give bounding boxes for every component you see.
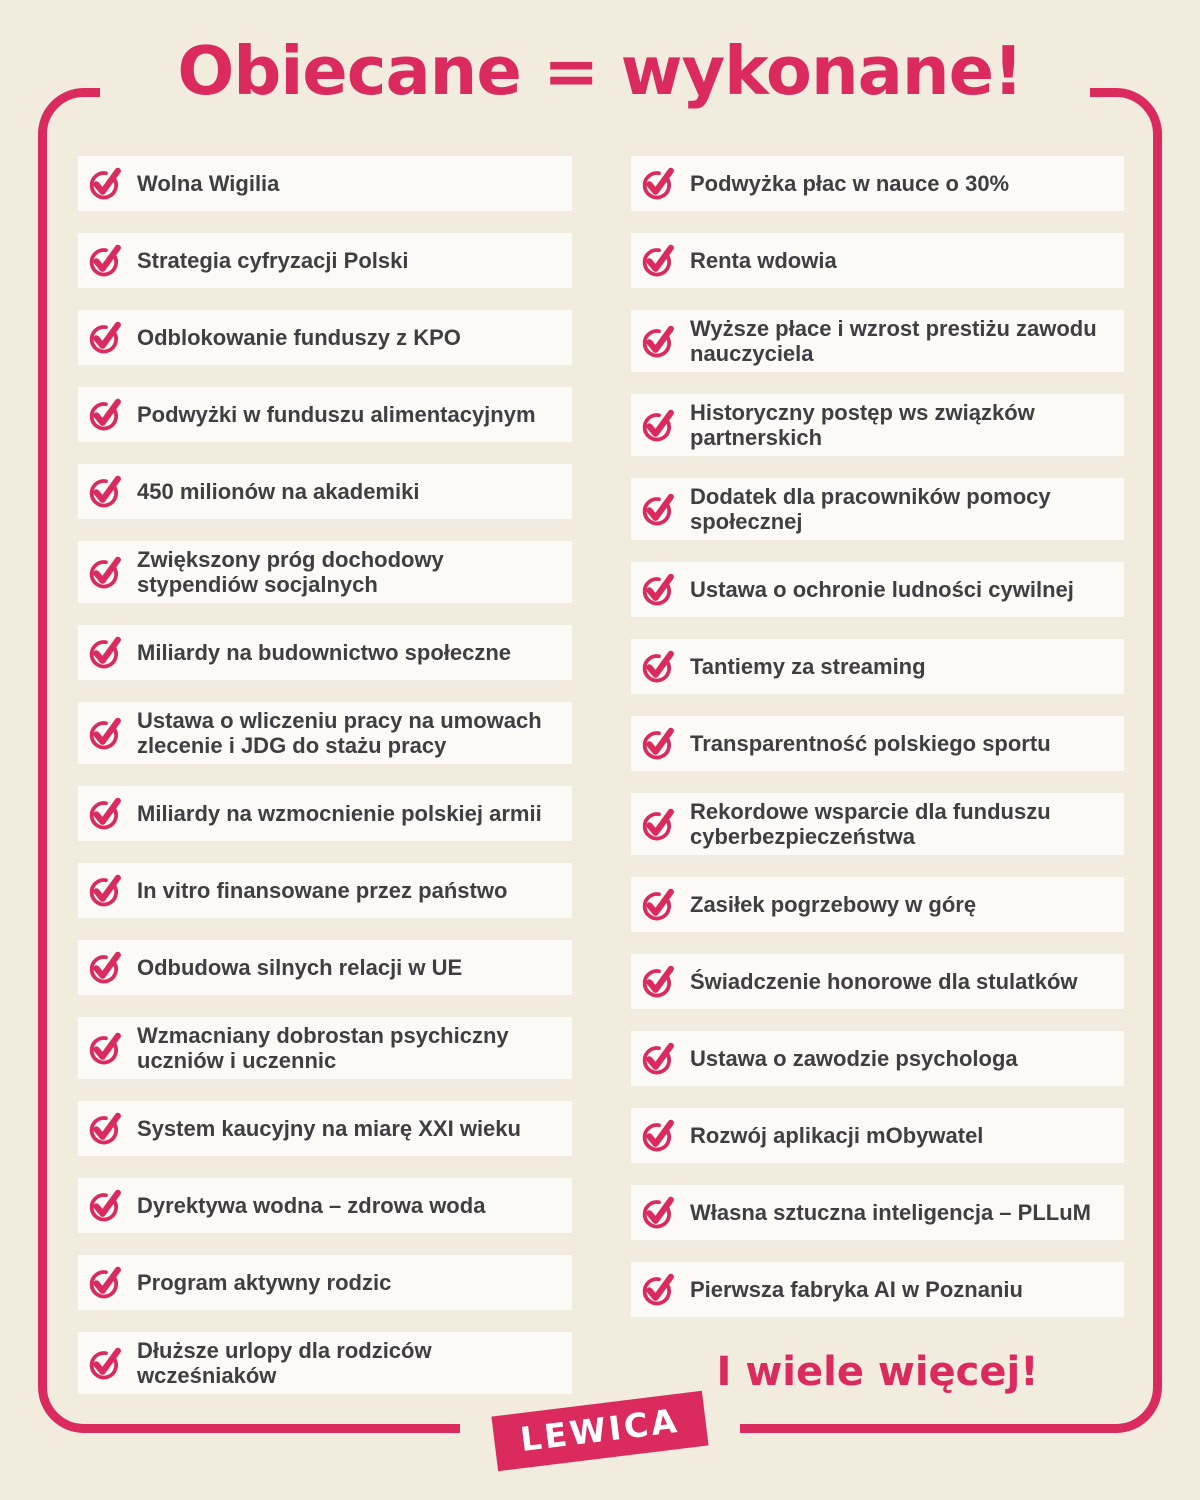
check-circle-icon	[89, 716, 124, 751]
checklist-item-label: Świadczenie honorowe dla stulatków	[690, 969, 1078, 994]
check-circle-icon	[89, 243, 124, 278]
check-circle-icon	[89, 1031, 124, 1066]
checklist-item	[631, 562, 1124, 617]
checklist-item-label: System kaucyjny na miarę XXI wieku	[137, 1116, 521, 1141]
checklist-item-label: Rozwój aplikacji mObywatel	[690, 1123, 984, 1148]
checklist-item-label: Program aktywny rodzic	[137, 1270, 392, 1295]
checklist-item-label: Dyrektywa wodna – zdrowa woda	[137, 1193, 486, 1218]
checklist-item-label: 450 milionów na akademiki	[137, 479, 420, 504]
check-circle-icon	[89, 1188, 124, 1223]
checklist-item-label: Tantiemy za streaming	[690, 654, 926, 679]
check-circle-icon	[642, 572, 677, 607]
check-circle-icon	[89, 1265, 124, 1300]
check-circle-icon	[642, 649, 677, 684]
checklist-item	[631, 1262, 1124, 1317]
checklist-item-label: Dłuższe urlopy dla rodziców wcześniaków	[137, 1338, 432, 1388]
checklist-item-label: In vitro finansowane przez państwo	[137, 878, 508, 903]
checklist-item	[78, 541, 572, 603]
checklist-item	[631, 478, 1124, 540]
check-circle-icon	[642, 166, 677, 201]
checklist-item	[78, 1255, 572, 1310]
checklist-item-label: Renta wdowia	[690, 248, 837, 273]
checklist-item	[631, 156, 1124, 211]
lewica-logo: LEWICA	[491, 1391, 708, 1471]
check-circle-icon	[642, 726, 677, 761]
check-circle-icon	[642, 1041, 677, 1076]
check-circle-icon	[642, 324, 677, 359]
checklist-item	[78, 786, 572, 841]
check-circle-icon	[89, 1111, 124, 1146]
check-circle-icon	[642, 243, 677, 278]
checklist-item	[78, 1017, 572, 1079]
check-circle-icon	[89, 796, 124, 831]
checklist-item	[78, 310, 572, 365]
checklist-item-label: Własna sztuczna inteligencja – PLLuM	[690, 1200, 1091, 1225]
checklist-item	[631, 1031, 1124, 1086]
checklist-item-label: Podwyżki w funduszu alimentacyjnym	[137, 402, 536, 427]
checklist-item-label: Odbudowa silnych relacji w UE	[137, 955, 463, 980]
check-circle-icon	[642, 887, 677, 922]
checklist-item-label: Transparentność polskiego sportu	[690, 731, 1051, 756]
checklist-item-label: Pierwsza fabryka AI w Poznaniu	[690, 1277, 1023, 1302]
checklist-item	[78, 156, 572, 211]
check-circle-icon	[89, 873, 124, 908]
check-circle-icon	[89, 320, 124, 355]
checklist-item-label: Strategia cyfryzacji Polski	[137, 248, 409, 273]
checklist-item-label: Dodatek dla pracowników pomocy społecznej	[690, 484, 1051, 534]
checklist-item	[78, 940, 572, 995]
checklist-item	[78, 464, 572, 519]
page-title: Obiecane = wykonane!	[177, 32, 1023, 110]
checklist-item-label: Wolna Wigilia	[137, 171, 280, 196]
checklist-item	[631, 1108, 1124, 1163]
check-circle-icon	[89, 555, 124, 590]
check-circle-icon	[642, 408, 677, 443]
checklist-item	[78, 1101, 572, 1156]
check-circle-icon	[642, 1195, 677, 1230]
checklist-item-label: Ustawa o ochronie ludności cywilnej	[690, 577, 1074, 602]
checklist-item	[631, 793, 1124, 855]
checklist-item	[631, 394, 1124, 456]
check-circle-icon	[89, 950, 124, 985]
checklist-item-label: Ustawa o wliczeniu pracy na umowach zlecenie i JDG do stażu pracy	[137, 708, 542, 758]
checklist-item	[78, 1178, 572, 1233]
check-circle-icon	[89, 166, 124, 201]
checklist-item-label: Podwyżka płac w nauce o 30%	[690, 171, 1010, 196]
checklist-item	[78, 387, 572, 442]
check-circle-icon	[642, 1118, 677, 1153]
check-circle-icon	[89, 397, 124, 432]
more-label: I wiele więcej!	[716, 1349, 1039, 1395]
checklist-item-label: Wzmacniany dobrostan psychiczny uczniów i uczennic	[137, 1023, 509, 1073]
checklist-item	[78, 702, 572, 764]
checklist-column-left	[78, 156, 572, 1394]
checklist-item-label: Rekordowe wsparcie dla funduszu cyberbezpieczeństwa	[690, 799, 1051, 849]
checklist-item-label: Zwiększony próg dochodowy stypendiów socjalnych	[137, 547, 444, 597]
check-circle-icon	[89, 474, 124, 509]
checklist-item	[631, 877, 1124, 932]
checklist-item	[631, 954, 1124, 1009]
checklist-item	[78, 233, 572, 288]
checklist-item-label: Miliardy na budownictwo społeczne	[137, 640, 512, 665]
checklist-item	[631, 639, 1124, 694]
checklist-item	[78, 1332, 572, 1394]
checklist-item-label: Wyższe płace i wzrost prestiżu zawodu nauczyciela	[690, 316, 1097, 366]
checklist-item	[631, 1185, 1124, 1240]
checklist-item-label: Odblokowanie funduszy z KPO	[137, 325, 461, 350]
checklist-item-label: Zasiłek pogrzebowy w górę	[690, 892, 977, 917]
checklist-item	[78, 863, 572, 918]
check-circle-icon	[89, 1346, 124, 1381]
checklist-item-label: Ustawa o zawodzie psychologa	[690, 1046, 1018, 1071]
checklist-item	[78, 625, 572, 680]
check-circle-icon	[89, 635, 124, 670]
check-circle-icon	[642, 492, 677, 527]
checklist-item-label: Miliardy na wzmocnienie polskiej armii	[137, 801, 542, 826]
checklist-item	[631, 233, 1124, 288]
check-circle-icon	[642, 807, 677, 842]
checklist-item	[631, 716, 1124, 771]
check-circle-icon	[642, 1272, 677, 1307]
checklist-item-label: Historyczny postęp ws związków partnerskich	[690, 400, 1035, 450]
checklist-column-right	[631, 156, 1124, 1395]
checklist-item	[631, 310, 1124, 372]
check-circle-icon	[642, 964, 677, 999]
